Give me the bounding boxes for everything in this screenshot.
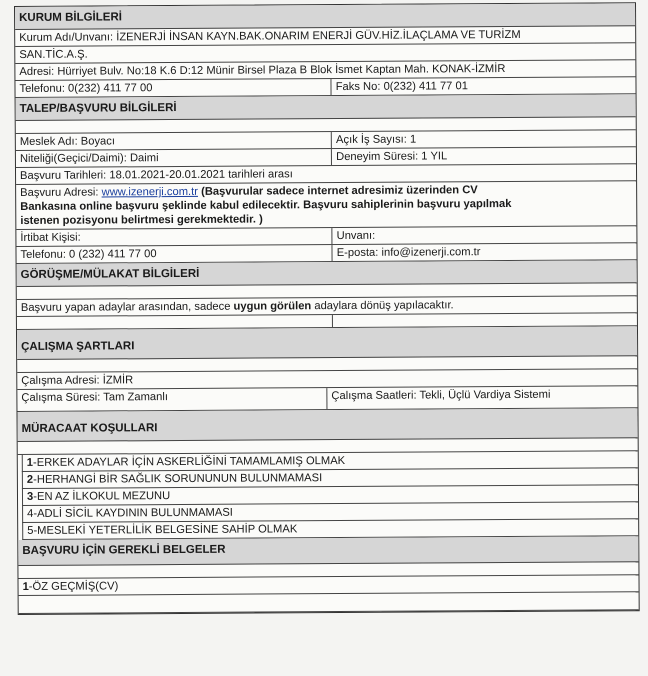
calisma-saatleri: Çalışma Saatleri: Tekli, Üçlü Vardiya Sistemi bbox=[331, 388, 551, 403]
basvuru-note-3: istenen pozisyonu belirtmesi gerekmektedir. ) bbox=[20, 213, 263, 227]
website-link[interactable]: www.izenerji.com.tr bbox=[101, 185, 199, 199]
item-text: -ERKEK ADAYLAR İÇİN ASKERLİĞİNİ TAMAMLAMIŞ OLMAK bbox=[32, 454, 346, 469]
muracaat-list bbox=[22, 451, 639, 540]
basvuru-adresi bbox=[16, 181, 636, 230]
item-number: 1 bbox=[26, 456, 34, 469]
talep-telefon: Telefonu: 0 (232) 411 77 00 bbox=[16, 245, 332, 263]
kurum-faks: Faks No: 0(232) 411 77 01 bbox=[335, 80, 468, 94]
gorusme-text-bold: uygun görülen bbox=[233, 300, 312, 313]
blank-row bbox=[19, 592, 639, 614]
irtibat-kisisi: İrtibat Kişisi: bbox=[16, 228, 332, 246]
item-text: 5-MESLEKİ YETERLİLİK BELGESİNE SAHİP OLMAK bbox=[27, 523, 298, 537]
basvuru-adresi-label: Başvuru Adresi: bbox=[20, 186, 99, 199]
basvuru-note-1: (Başvurular sadece internet adresimiz üzerinden CV bbox=[201, 184, 478, 198]
eposta: E-posta: info@izenerji.com.tr bbox=[336, 246, 481, 260]
section-title-talep: TALEP/BAŞVURU BİLGİLERİ bbox=[16, 94, 636, 121]
calisma-adresi: Çalışma Adresi: İZMİR bbox=[17, 369, 637, 390]
acik-is-sayisi: Açık İş Sayısı: 1 bbox=[335, 133, 417, 147]
kurum-adi-line-2: SAN.TİC.A.Ş. bbox=[15, 43, 635, 64]
meslek-adi: Meslek Adı: Boyacı bbox=[16, 132, 332, 150]
blank-cell bbox=[333, 313, 637, 327]
unvani: Unvanı: bbox=[336, 229, 376, 243]
item-number: 1 bbox=[22, 580, 29, 593]
section-title-gorusme: GÖRÜŞME/MÜLAKAT BİLGİLERİ bbox=[17, 260, 637, 287]
niteligi: Niteliği(Geçici/Daimi): Daimi bbox=[16, 149, 332, 167]
muracaat-title-text: MÜRACAAT KOŞULLARI bbox=[21, 422, 158, 435]
deneyim-suresi: Deneyim Süresi: 1 YIL bbox=[336, 150, 448, 164]
gorusme-text-c: adaylara dönüş yapılacaktır. bbox=[311, 299, 454, 313]
item-text: -HERHANGİ BİR SAĞLIK SORUNUNUN BULUNMAMASI bbox=[33, 472, 323, 486]
section-title-kurum: KURUM BİLGİLERİ bbox=[15, 3, 635, 30]
blank-cell bbox=[17, 315, 333, 329]
kurum-adi-line-1: Kurum Adı/Unvanı: İZENERJİ İNSAN KAYN.BAK.ONARIM ENERJİ GÜV.HİZ.İLAÇLAMA VE TURİZM bbox=[15, 26, 635, 47]
item-number: 2 bbox=[26, 473, 34, 486]
item-text: -ÖZ GEÇMİŞ(CV) bbox=[28, 580, 119, 593]
job-posting-form bbox=[14, 2, 640, 615]
calisma-suresi: Çalışma Süresi: Tam Zamanlı bbox=[17, 388, 327, 411]
item-number: 3 bbox=[26, 490, 34, 503]
calisma-title-text: ÇALIŞMA ŞARTLARI bbox=[21, 340, 135, 353]
kurum-telefon: Telefonu: 0(232) 411 77 00 bbox=[15, 79, 331, 97]
kurum-adres: Adresi: Hürriyet Bulv. No:18 K.6 D:12 Münir Birsel Plaza B Blok İsmet Kaptan Mah. KONAK-İZMİR bbox=[15, 60, 635, 81]
item-text: -EN AZ İLKOKUL MEZUNU bbox=[33, 490, 171, 503]
section-title-belgeler: BAŞVURU İÇİN GEREKLİ BELGELER bbox=[18, 536, 638, 566]
section-title-calisma bbox=[17, 326, 637, 360]
item-text: 4-ADLİ SİCİL KAYDININ BULUNMAMASI bbox=[27, 506, 233, 520]
gorusme-text-a: Başvuru yapan adaylar arasından, sadece bbox=[20, 300, 234, 314]
basvuru-note-2: Bankasına online başvuru şeklinde kabul edilecektir. Başvuru sahiplerinin başvuru yapılmak bbox=[20, 197, 512, 213]
section-title-muracaat bbox=[17, 408, 637, 442]
basvuru-tarihleri: Başvuru Tarihleri: 18.01.2021-20.01.2021 tarihleri arası bbox=[16, 164, 636, 185]
